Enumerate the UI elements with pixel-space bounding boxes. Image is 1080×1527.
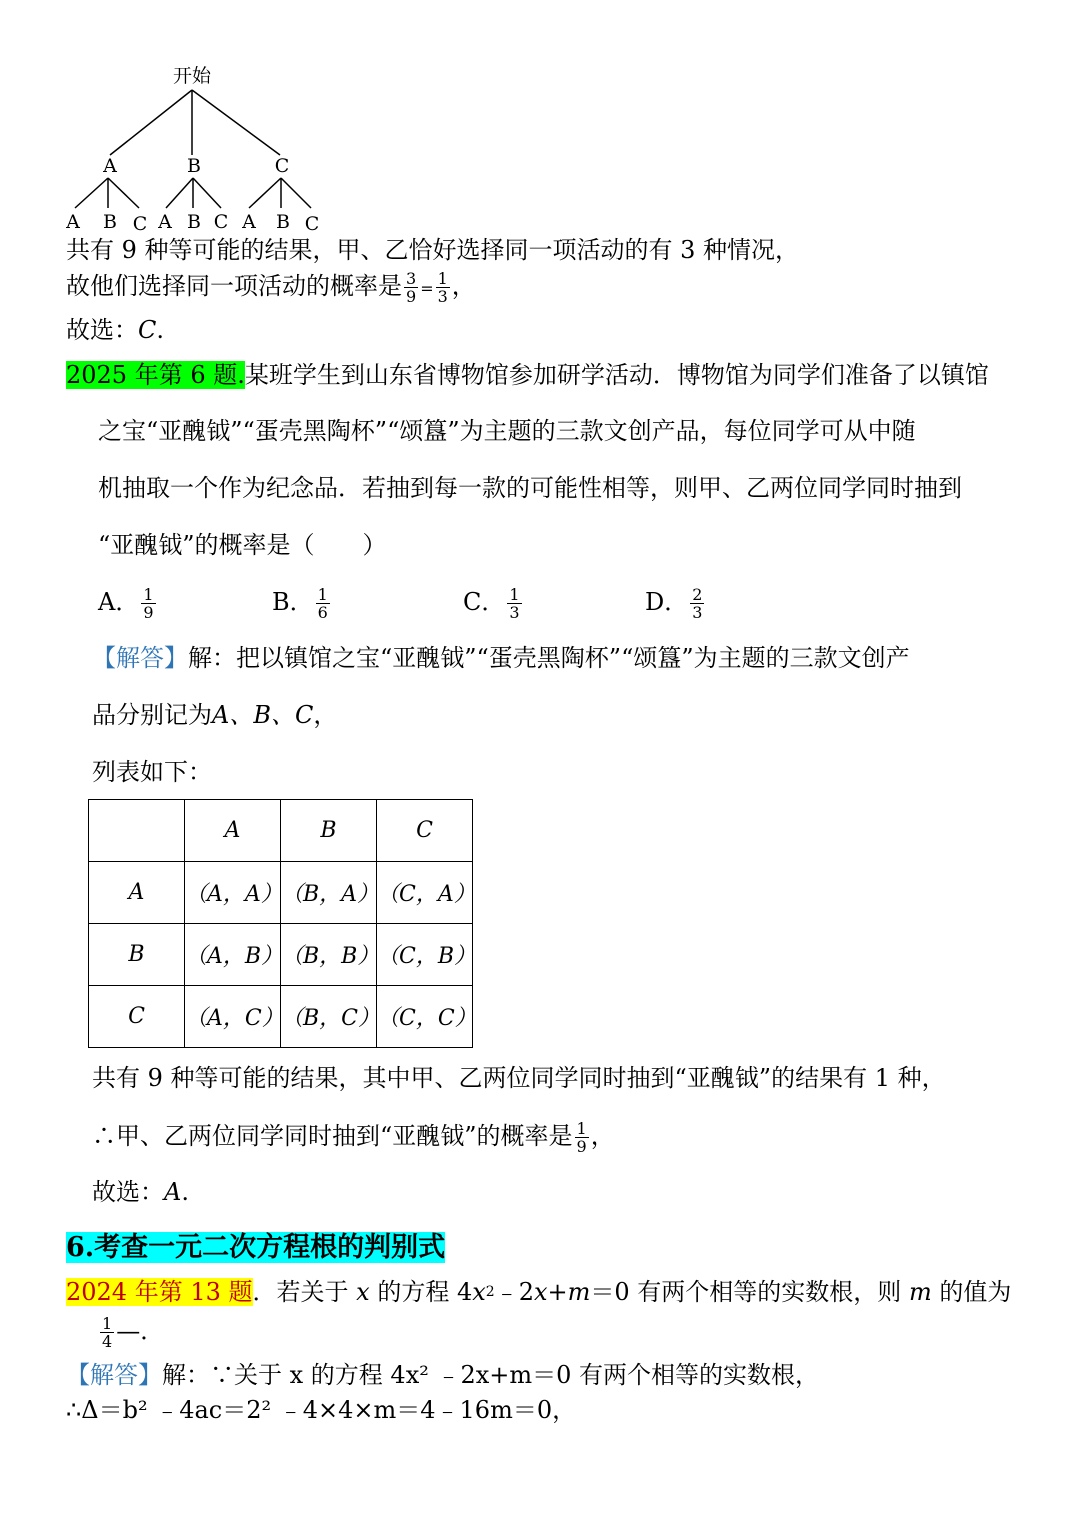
table-cell: A: [185, 800, 281, 862]
table-cell: C: [89, 986, 185, 1048]
q6-line2: 之宝“亚醜钺”“蛋壳黑陶杯”“颂簋”为主题的三款文创产品，每位同学可从中随: [98, 417, 916, 445]
q13-answer-blank: $\frac{1}{4}$ —．: [102, 1314, 165, 1351]
fraction: $\frac{2}{3}$: [692, 585, 703, 622]
q6-answer-line2: 品分别记为A、B、C，: [92, 701, 338, 729]
q6-answer-line1: 【解答】解：把以镇馆之宝“亚醜钺”“蛋壳黑陶杯”“颂簋”为主题的三款文创产: [92, 644, 910, 672]
table-cell: A: [89, 862, 185, 924]
prev-choice: 故选：C.: [66, 316, 165, 344]
tree-leaf: B: [276, 211, 290, 233]
table-row: [89, 986, 473, 1048]
table-cell: （B，B）: [281, 924, 377, 986]
q6-line4: “亚醜钺”的概率是（ ）: [98, 531, 387, 559]
tree-leaf: A: [66, 211, 80, 233]
table-row: [89, 862, 473, 924]
fraction: $\frac{1}{3}$: [509, 585, 520, 622]
q6-line1: 2025 年第 6 题.某班学生到山东省博物馆参加研学活动．博物馆为同学们准备了以镇馆: [66, 361, 989, 389]
answer-tag: 【解答】: [92, 644, 188, 672]
fraction: $\frac{1}{9}$: [576, 1119, 587, 1156]
q13-answer-line1: 【解答】解：∵关于 x 的方程 4x² ﹣2x+m＝0 有两个相等的实数根，: [66, 1361, 820, 1389]
outcome-table: [88, 799, 477, 1048]
q6-therefore-line: ∴甲、乙两位同学同时抽到“亚醜钺”的概率是 $\frac{1}{9}$ ，: [92, 1119, 615, 1156]
table-cell: （B，A）: [281, 862, 377, 924]
q6-choice: 故选：A.: [92, 1178, 189, 1206]
question-tag: 2024 年第 13 题: [66, 1278, 253, 1306]
list-intro: 列表如下：: [92, 758, 212, 786]
table-cell: [89, 800, 185, 862]
probability-tree-diagram: [55, 60, 345, 240]
table-cell: （A，B）: [185, 924, 281, 986]
tree-root: 开始: [172, 65, 212, 87]
table-cell: （C，A）: [377, 862, 473, 924]
fraction: $\frac{1}{4}$: [102, 1314, 113, 1351]
tree-leaf: B: [187, 211, 201, 233]
tree-node-b: B: [187, 155, 201, 177]
q6-result-line: 共有 9 种等可能的结果，其中甲、乙两位同学同时抽到“亚醜钺”的结果有 1 种，: [92, 1064, 946, 1092]
q13-answer-line2: ∴Δ＝b² ﹣4ac＝2² ﹣4×4×m＝4﹣16m＝0，: [66, 1396, 577, 1424]
table-header-row: [89, 800, 473, 862]
prev-probability-line: 故他们选择同一项活动的概率是 $\frac{3}{9}$ = $\frac{1}{3}$ ，: [66, 269, 476, 306]
table-cell: （A，C）: [185, 986, 281, 1048]
section-title: 6.考查一元二次方程根的判别式: [66, 1232, 446, 1263]
fraction: $\frac{1}{3}$: [437, 269, 448, 306]
q6-option-d: D． $\frac{2}{3}$: [645, 585, 703, 622]
table-cell: （C，C）: [377, 986, 473, 1048]
table-cell: （A，A）: [185, 862, 281, 924]
table-cell: C: [377, 800, 473, 862]
fraction: $\frac{1}{9}$: [143, 585, 154, 622]
answer-tag: 【解答】: [66, 1361, 162, 1389]
prev-result-line: 共有 9 种等可能的结果，甲、乙恰好选择同一项活动的有 3 种情况，: [66, 236, 800, 264]
q6-option-c: C． $\frac{1}{3}$: [463, 585, 520, 622]
q6-line3: 机抽取一个作为纪念品．若抽到每一款的可能性相等，则甲、乙两位同学同时抽到: [98, 474, 962, 502]
tree-leaf: A: [242, 211, 256, 233]
table-cell: （C，B）: [377, 924, 473, 986]
tree-leaf: A: [158, 211, 172, 233]
tree-node-a: A: [103, 155, 117, 177]
tree-leaf: B: [103, 211, 117, 233]
tree-leaf: C: [304, 213, 320, 235]
fraction: $\frac{1}{6}$: [317, 585, 328, 622]
q13-line1: 2024 年第 13 题．若关于 x 的方程 $4x^2﹣2x+m=0$ 有两个相等的实数根，则 m 的值为: [66, 1278, 1012, 1306]
tree-leaf: C: [132, 213, 148, 235]
tree-node-c: C: [274, 155, 290, 177]
question-tag: 2025 年第 6 题.: [66, 361, 245, 389]
table-row: [89, 924, 473, 986]
q6-option-b: B． $\frac{1}{6}$: [272, 585, 328, 622]
q6-option-a: A． $\frac{1}{9}$: [98, 585, 154, 622]
table-cell: B: [281, 800, 377, 862]
tree-leaf: C: [213, 211, 229, 233]
fraction: $\frac{3}{9}$: [406, 269, 417, 306]
table-cell: （B，C）: [281, 986, 377, 1048]
table-cell: B: [89, 924, 185, 986]
